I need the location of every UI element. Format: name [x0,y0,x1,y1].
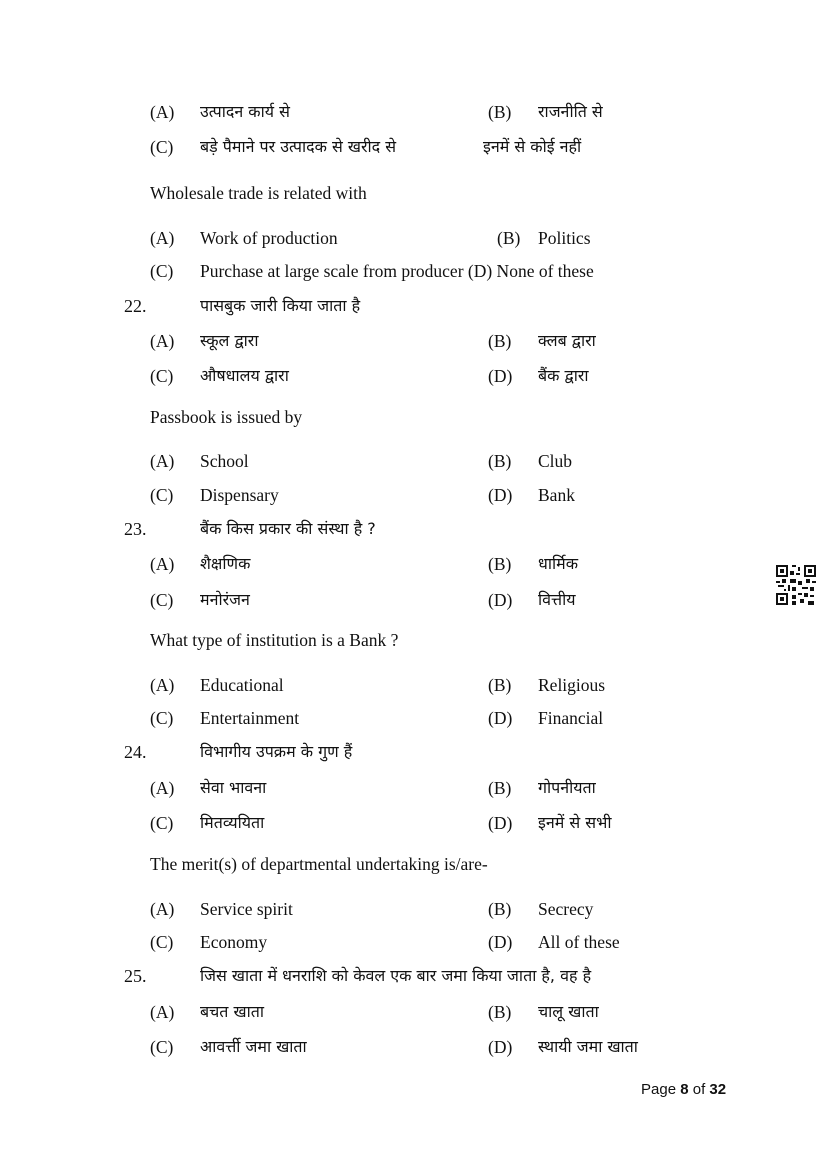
option-text: स्थायी जमा खाता [538,1037,638,1056]
question-text-hi: विभागीय उपक्रम के गुण हैं [200,742,353,761]
option-label: (B) [488,778,512,798]
option-text: Financial [538,708,604,728]
option-text: आवर्त्ती जमा खाता [200,1037,307,1056]
question-text-hi: जिस खाता में धनराशि को केवल एक बार जमा किया जाता है, वह है [200,966,592,985]
option-text: Service spirit [200,899,293,919]
option-text: धार्मिक [538,554,578,573]
total-pages: 32 [709,1081,727,1098]
option-label: (C) [150,708,174,728]
option-label: (B) [488,451,512,471]
option-text: शैक्षणिक [200,554,251,573]
question-number: 23. [124,519,147,539]
option-label: (C) [150,137,174,157]
option-text: Work of production [200,228,338,248]
option-label: (A) [150,554,175,574]
option-label: (B) [488,554,512,574]
option-label: (B) [488,675,512,695]
option-text: Secrecy [538,899,594,919]
option-label: (C) [150,366,174,386]
option-text: बैंक द्वारा [538,366,589,385]
option-text: मितव्ययिता [200,813,265,832]
option-text: Purchase at large scale from producer (D) None of these [200,261,594,281]
option-label: (C) [150,932,174,952]
option-text: चालू खाता [538,1002,599,1021]
option-label: (A) [150,1002,175,1022]
option-text: Dispensary [200,485,279,505]
option-label: (C) [150,485,174,505]
option-text: इनमें से कोई नहीं [483,137,582,156]
page-of: of [692,1081,706,1098]
question-number: 25. [124,966,147,986]
option-label: (D) [488,485,513,505]
option-text: School [200,451,249,471]
option-label: (D) [488,1037,513,1057]
question-text-en: Wholesale trade is related with [150,183,367,203]
question-text-en: Passbook is issued by [150,407,303,427]
option-label: (A) [150,778,175,798]
option-label: (D) [488,708,513,728]
option-label: (B) [488,1002,512,1022]
option-text: Entertainment [200,708,300,728]
option-label: (C) [150,261,174,281]
option-label: (C) [150,813,174,833]
option-label: (B) [488,102,512,122]
option-text: Religious [538,675,606,695]
option-label: (D) [488,366,513,386]
option-label: (A) [150,331,175,351]
option-label: (B) [497,228,521,248]
question-number: 24. [124,742,147,762]
current-page: 8 [680,1081,689,1098]
option-text: Politics [538,228,591,248]
option-text: Bank [538,485,575,505]
option-label: (B) [488,331,512,351]
option-text: इनमें से सभी [538,813,612,832]
page-prefix: Page [641,1081,677,1098]
option-text: Educational [200,675,284,695]
option-text: Economy [200,932,268,952]
option-text: बचत खाता [200,1002,264,1021]
option-text: उत्पादन कार्य से [200,102,290,121]
option-label: (D) [488,932,513,952]
qr-code-icon [776,565,816,605]
option-text: बड़े पैमाने पर उत्पादक से खरीद से [200,137,397,156]
question-number: 22. [124,296,147,316]
question-text-hi: पासबुक जारी किया जाता है [200,296,361,315]
option-label: (A) [150,228,175,248]
option-label: (A) [150,675,175,695]
option-label: (D) [488,813,513,833]
option-label: (D) [488,590,513,610]
question-text-en: The merit(s) of departmental undertaking is/are- [150,854,488,874]
option-text: स्कूल द्वारा [200,331,259,350]
option-text: क्लब द्वारा [538,331,596,350]
option-text: गोपनीयता [538,778,596,797]
option-label: (C) [150,1037,174,1057]
option-label: (A) [150,899,175,919]
option-label: (C) [150,590,174,610]
option-label: (A) [150,451,175,471]
option-text: औषधालय द्वारा [200,366,289,385]
option-text: All of these [538,932,620,952]
option-label: (B) [488,899,512,919]
page-number [641,1081,726,1098]
option-text: Club [538,451,573,471]
option-label: (A) [150,102,175,122]
option-text: सेवा भावना [200,778,267,797]
option-text: राजनीति से [538,102,603,121]
option-text: मनोरंजन [200,590,250,609]
question-text-en: What type of institution is a Bank ? [150,630,399,650]
question-text-hi: बैंक किस प्रकार की संस्था है ? [200,519,376,538]
option-text: वित्तीय [538,590,576,609]
